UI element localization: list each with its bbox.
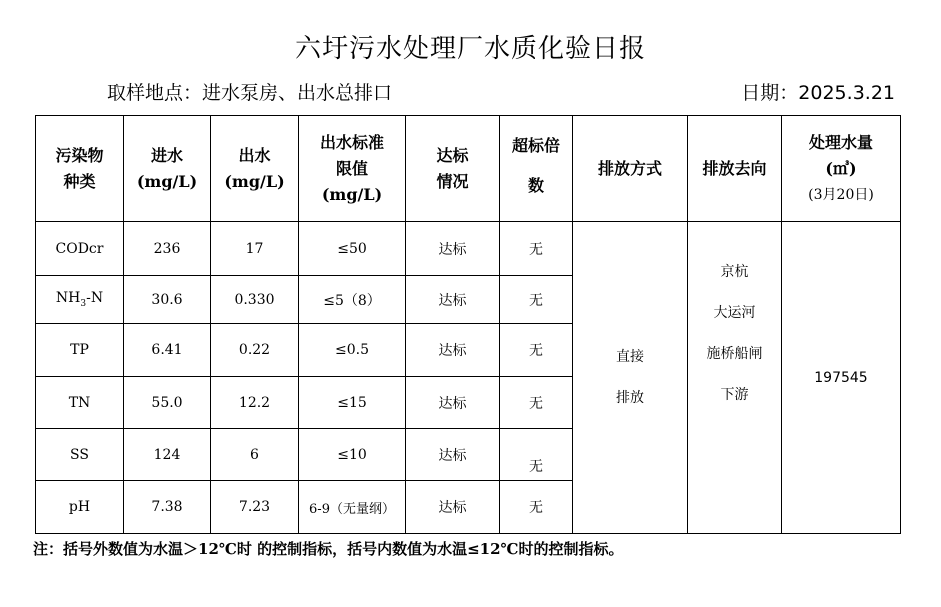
compliance-status: 达标 [406, 481, 500, 534]
pollutant-name: TN [36, 377, 124, 429]
limit-value: ≤0.5 [299, 324, 406, 377]
compliance-status: 达标 [406, 429, 500, 481]
inflow-value: 236 [124, 222, 211, 276]
discharge-method: 直接 排放 [573, 222, 688, 534]
limit-value: 6-9（无量纲） [299, 481, 406, 534]
sampling-location: 取样地点：进水泵房、出水总排口 [107, 82, 393, 104]
outflow-value: 6 [211, 429, 299, 481]
outflow-value: 12.2 [211, 377, 299, 429]
table-row [36, 222, 901, 276]
exceed-value: 无 [500, 377, 573, 429]
pollutant-name: CODcr [36, 222, 124, 276]
limit-value: ≤10 [299, 429, 406, 481]
pollutant-name: TP [36, 324, 124, 377]
inflow-value: 30.6 [124, 276, 211, 324]
header-volume: 处理水量 (㎥) (3月20日) [782, 116, 901, 222]
inflow-value: 6.41 [124, 324, 211, 377]
header-compliance: 达标 情况 [406, 116, 500, 222]
exceed-value: 无 [500, 324, 573, 377]
compliance-status: 达标 [406, 276, 500, 324]
exceed-value: 无 [500, 222, 573, 276]
outflow-value: 0.22 [211, 324, 299, 377]
limit-value: ≤15 [299, 377, 406, 429]
header-discharge-method: 排放方式 [573, 116, 688, 222]
header-limit: 出水标准 限值 (mg/L) [299, 116, 406, 222]
outflow-value: 17 [211, 222, 299, 276]
report-title: 六圩污水处理厂水质化验日报 [294, 34, 646, 64]
treated-volume: 197545 [782, 222, 901, 534]
footnote: 注：括号外数值为水温＞12℃时 的控制指标，括号内数值为水温≤12℃时的控制指标。 [33, 540, 624, 558]
pollutant-name: $NH_3-N$ [36, 276, 124, 324]
water-quality-table [35, 115, 901, 534]
compliance-status: 达标 [406, 222, 500, 276]
inflow-value: 124 [124, 429, 211, 481]
pollutant-name: pH [36, 481, 124, 534]
pollutant-name: SS [36, 429, 124, 481]
header-inflow: 进水 (mg/L) [124, 116, 211, 222]
header-row [36, 116, 901, 222]
outflow-value: 0.330 [211, 276, 299, 324]
header-exceed: 超标倍 数 [500, 116, 573, 222]
exceed-value: 无 [500, 276, 573, 324]
header-discharge-dest: 排放去向 [688, 116, 782, 222]
inflow-value: 55.0 [124, 377, 211, 429]
exceed-value: 无 [500, 481, 573, 534]
limit-value: ≤50 [299, 222, 406, 276]
discharge-destination: 京杭 大运河 施桥船闸 下游 [688, 222, 782, 534]
report-date: 日期：2025.3.21 [741, 82, 895, 104]
header-pollutant: 污染物 种类 [36, 116, 124, 222]
outflow-value: 7.23 [211, 481, 299, 534]
limit-value: ≤5（8） [299, 276, 406, 324]
inflow-value: 7.38 [124, 481, 211, 534]
compliance-status: 达标 [406, 324, 500, 377]
header-outflow: 出水 (mg/L) [211, 116, 299, 222]
exceed-value: 无 [500, 429, 573, 481]
compliance-status: 达标 [406, 377, 500, 429]
